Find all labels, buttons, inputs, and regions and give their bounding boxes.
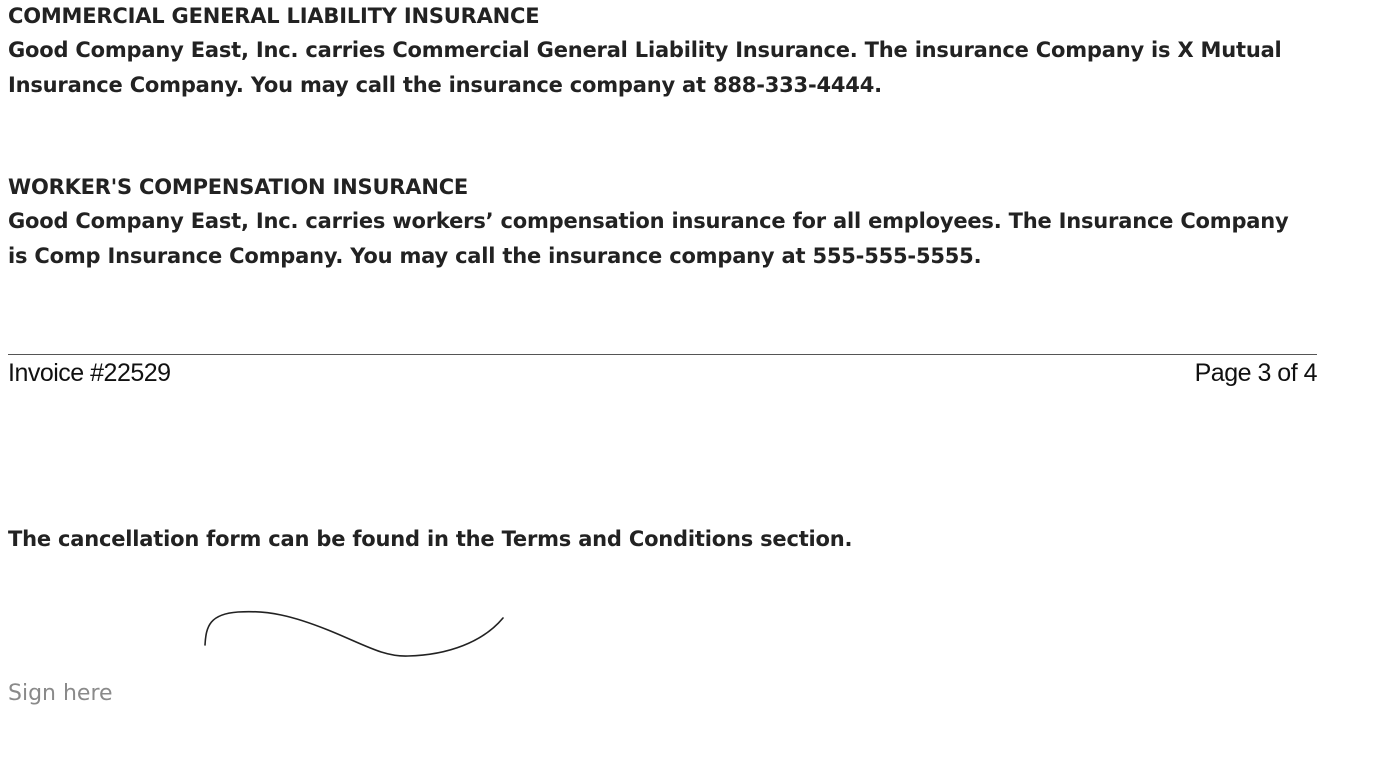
commercial-liability-text: Good Company East, Inc. carries Commercial General Liability Insurance. The insurance Company is X Mutual Insurance Company. You may call the insurance company at 888-333-4444. — [8, 38, 1282, 97]
commercial-liability-heading: COMMERCIAL GENERAL LIABILITY INSURANCE — [8, 4, 540, 28]
workers-compensation-heading: WORKER'S COMPENSATION INSURANCE — [8, 175, 469, 199]
invoice-number: Invoice #22529 — [8, 359, 171, 387]
sign-here-label: Sign here — [8, 681, 113, 706]
page-number: Page 3 of 4 — [1194, 359, 1317, 387]
signature-stroke[interactable] — [198, 602, 510, 664]
footer-divider — [8, 354, 1317, 355]
workers-compensation-text: Good Company East, Inc. carries workers’ compensation insurance for all employees. The Insurance Company is Comp Insurance Company. You may call the insurance company at 555-555-5555. — [8, 209, 1289, 268]
cancellation-note: The cancellation form can be found in the Terms and Conditions section. — [8, 527, 853, 551]
